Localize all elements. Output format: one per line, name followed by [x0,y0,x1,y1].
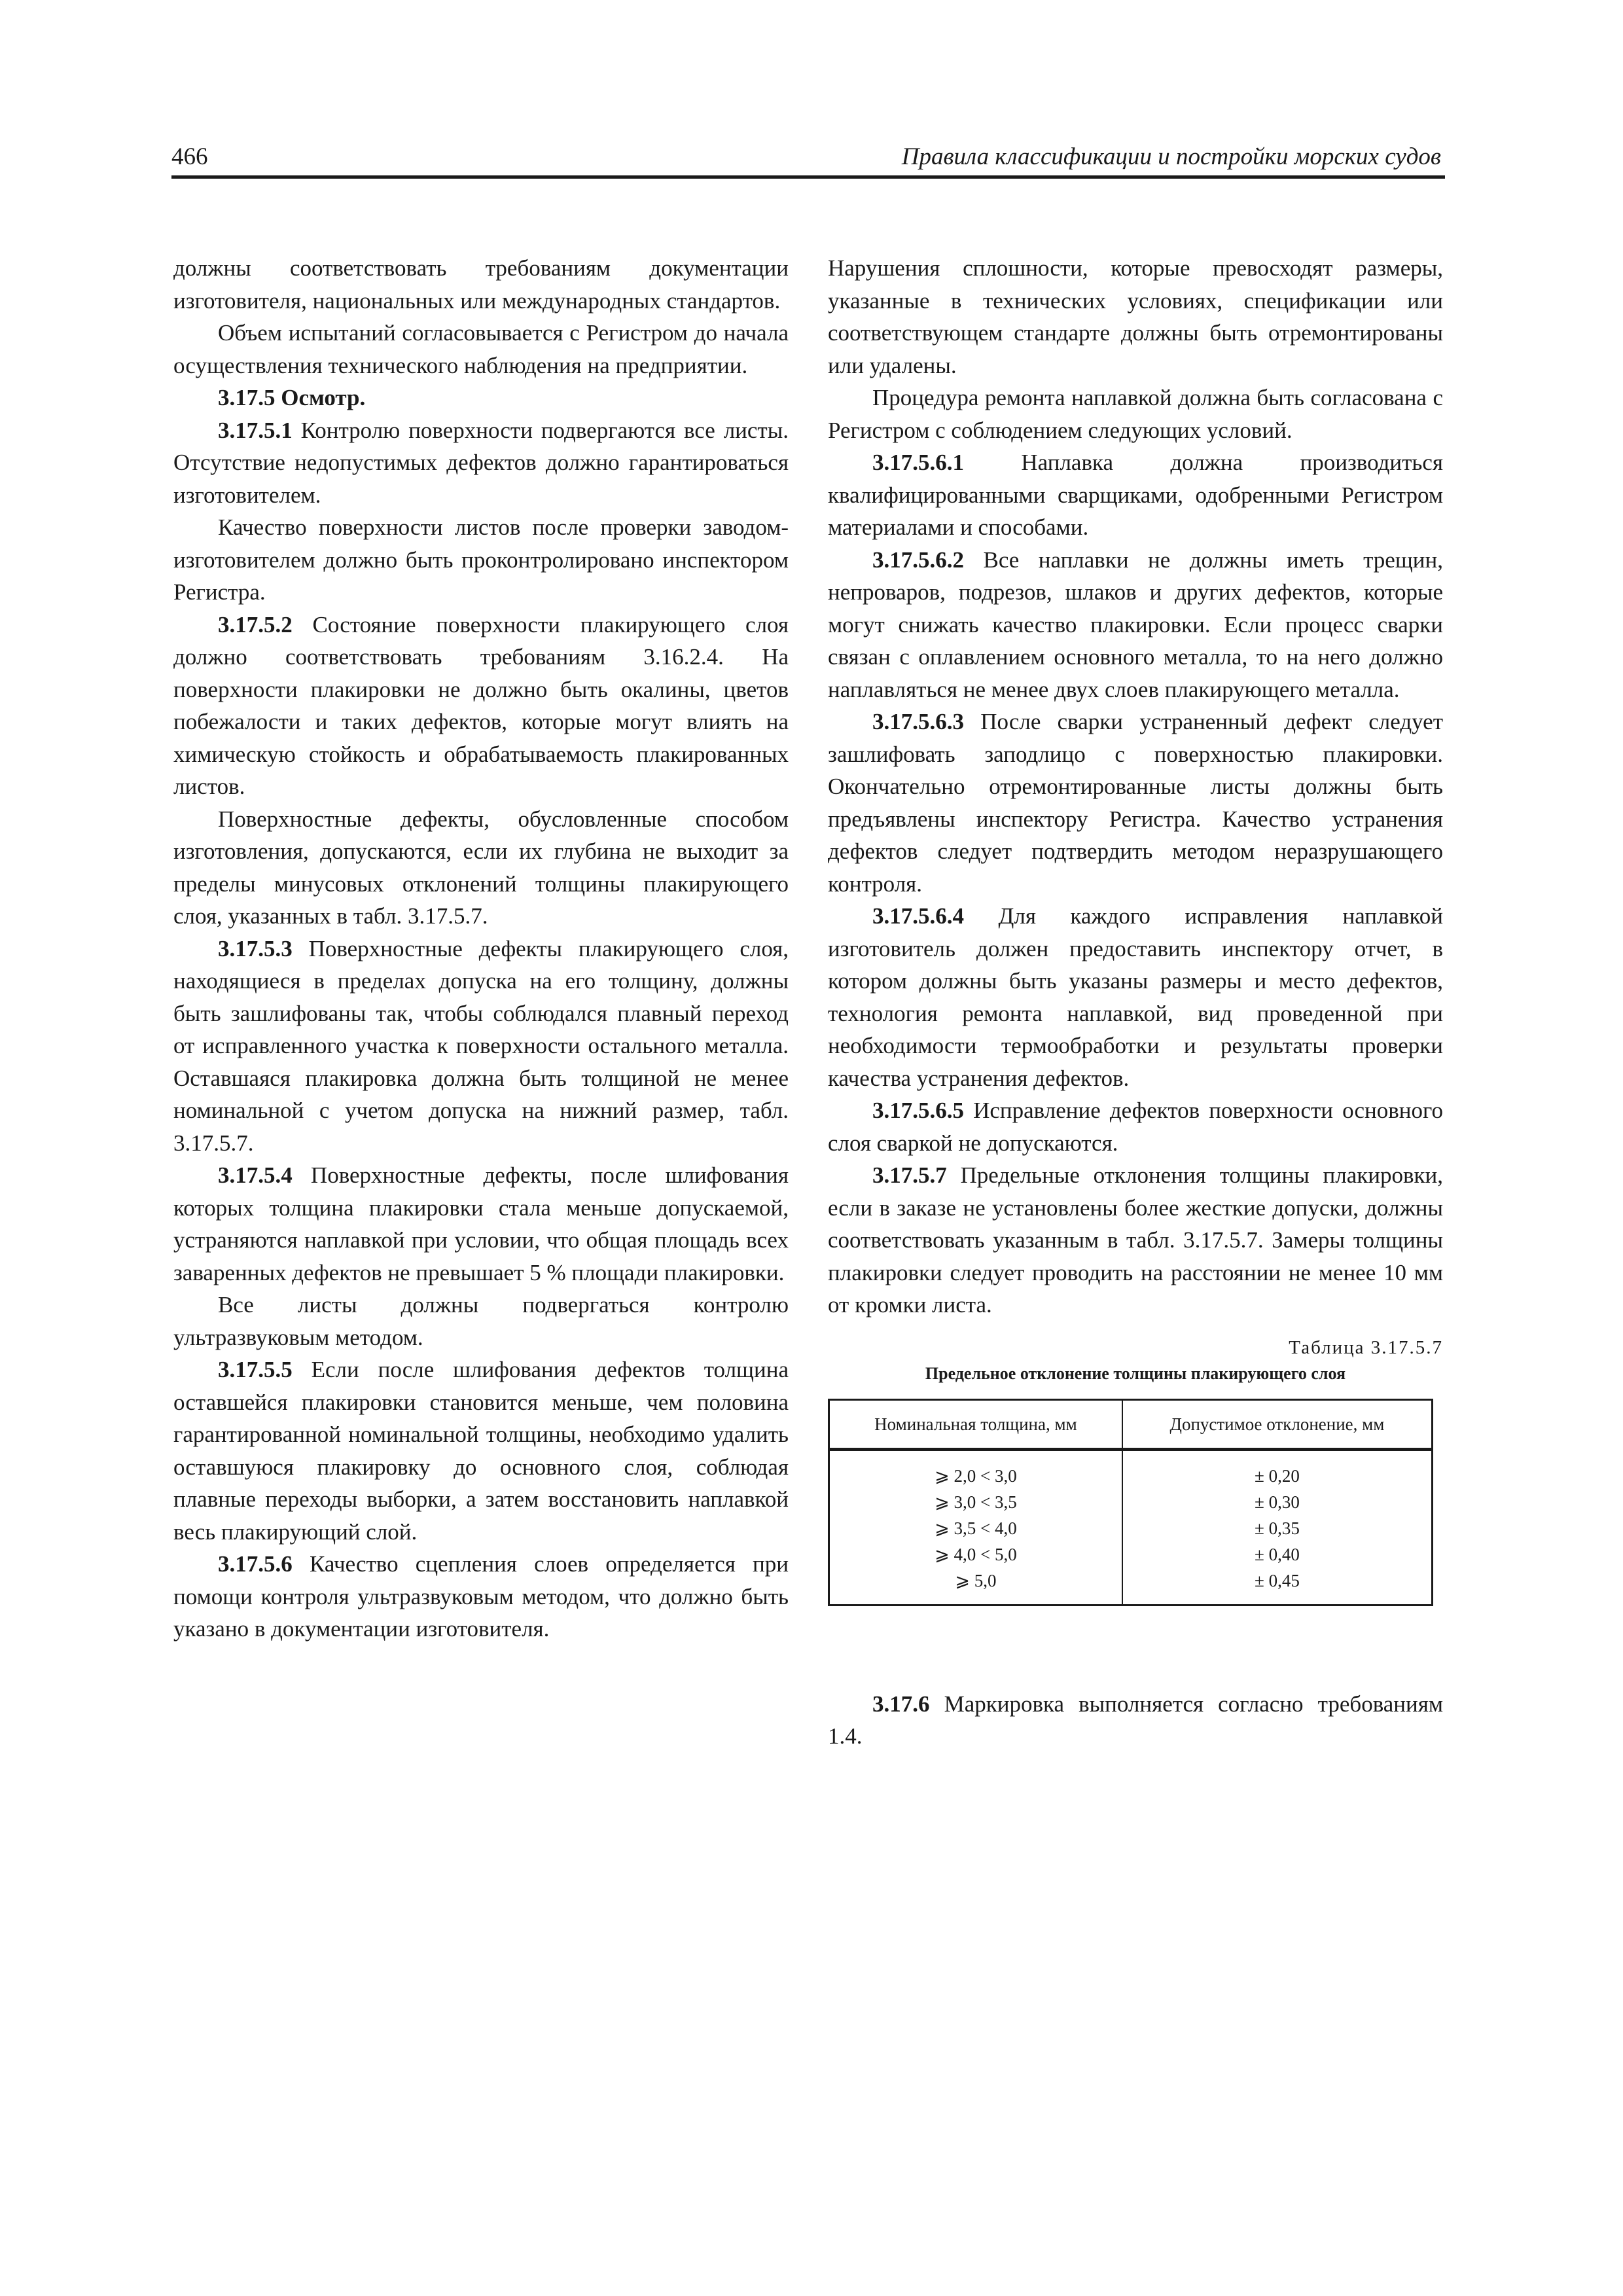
clause-text: Все наплавки не должны иметь трещин, непроваров, подрезов, шлаков и других дефектов, которые могут снижать качество плакировки. Если процесс сварки связан с оплавлением основного металла, то на него должно наплавляться не менее двух слоев плакирующего металла. [828,547,1444,702]
clause-number: 3.17.5.2 [218,611,293,637]
table-header-nominal: Номинальная толщина, мм [829,1399,1122,1449]
paragraph: Процедура ремонта наплавкой должна быть согласована с Регистром с соблюдением следующих условий. [828,385,1443,443]
clause-number: 3.17.5.6.1 [872,450,964,475]
table-title: Предельное отклонение толщины плакирующего слоя [925,1363,1346,1383]
clause-number: 3.17.5.1 [218,417,293,443]
paragraph [828,900,1443,1094]
paragraph [828,1094,1443,1159]
clause-text: Качество сцепления слоев определяется при помощи контроля ультразвуковым методом, что должно быть указано в документации изготовителя. [173,1551,789,1641]
table-caption: Таблица 3.17.5.7 [1289,1336,1443,1358]
tolerance-table [828,1399,1433,1606]
paragraph [173,1548,789,1645]
clause-number: 3.17.5.6.4 [872,903,964,929]
paragraph [173,609,789,803]
clause-number: 3.17.5.7 [872,1162,947,1188]
paragraph [828,706,1443,900]
paragraph [173,933,789,1160]
right-column [828,252,1443,1753]
paragraph [173,1159,789,1289]
clause-text: Наплавка должна производиться квалифицированными сварщиками, одобренными Регистром материалами и способами. [828,450,1443,540]
paragraph: Поверхностные дефекты, обусловленные способом изготовления, допускаются, если их глубина не выходит за пределы минусовых отклонений толщины плакирующего слоя, указанных в табл. 3.17.5.7. [173,806,789,929]
clause-text: Состояние поверхности плакирующего слоя должно соответствовать требованиям 3.16.2.4. На поверхности плакировки не должно быть окалины, цветов побежалости и таких дефектов, которые могут влиять на химическую стойкость и обрабатываемость плакированных листов. [173,611,789,799]
clause-text: Предельные отклонения толщины плакировки, если в заказе не установлены более жесткие допуски, должны соответствовать указанным в табл. 3.17.5.7. Замеры толщины плакировки следует проводить на расстоянии не менее 10 мм от кромки листа. [828,1162,1443,1318]
left-column [173,252,789,1645]
clause-number: 3.17.5.6 [218,1551,293,1577]
clause-text: Поверхностные дефекты плакирующего слоя, находящиеся в пределах допуска на его толщину, должны быть зашлифованы так, чтобы соблюдался плавный переход от исправленного участка к поверхности остального металла. Оставшаяся плакировка должна быть толщиной не менее номинальной с учетом допуска на нижний размер, табл. 3.17.5.7. [173,935,789,1156]
clause-number: 3.17.5.4 [218,1162,293,1188]
clause-text: Если после шлифования дефектов толщина оставшейся плакировки становится меньше, чем половина гарантированной номинальной толщины, необходимо удалить оставшуюся плакировку до основного слоя, соблюдая плавные переходы выборки, а затем восстановить наплавкой весь плакирующий слой. [173,1357,789,1545]
table-cell-tolerance: ± 0,20 ± 0,30 ± 0,35 ± 0,40 ± 0,45 [1122,1449,1433,1605]
paragraph [828,544,1443,706]
clause-text: Маркировка выполняется согласно требованиям 1.4. [828,1691,1444,1749]
paragraph [828,1688,1443,1753]
clause-number: 3.17.5.6.2 [872,547,964,573]
clause-text: После сварки устраненный дефект следует зашлифовать заподлицо с поверхностью плакировки. Окончательно отремонтированные листы должны быть предъявлены инспектору Регистра. Качество устранения дефектов следует подтвердить методом неразрушающего контроля. [828,709,1444,897]
clause-text: Исправление дефектов поверхности основного слоя сваркой не допускаются. [828,1098,1443,1156]
clause-number: 3.17.6 [872,1691,930,1717]
table-row [829,1449,1433,1605]
running-title: Правила классификации и постройки морских судов [901,143,1441,170]
clause-number: 3.17.5.6.3 [872,709,964,734]
page-number: 466 [171,143,208,170]
spacer [828,1606,1443,1688]
clause-number: 3.17.5.5 [218,1357,293,1382]
clause-number: 3.17.5.3 [218,935,293,961]
table-header-tolerance: Допустимое отклонение, мм [1122,1399,1433,1449]
clause-text: Для каждого исправления наплавкой изготовитель должен предоставить инспектору отчет, в котором должны быть указаны размеры и место дефектов, технология ремонта наплавкой, вид проведенной при необходимости термообработки и результаты проверки качества устранения дефектов. [828,903,1443,1091]
paragraph [828,446,1443,544]
paragraph: должны соответствовать требованиям документации изготовителя, национальных или международных стандартов. [173,255,789,314]
paragraph [173,414,789,512]
paragraph: Качество поверхности листов после проверки заводом-изготовителем должно быть проконтролировано инспектором Регистра. [173,514,789,605]
section-heading: 3.17.5 Осмотр. [218,385,366,410]
header-rule [171,175,1445,179]
paragraph: Объем испытаний согласовывается с Регистром до начала осуществления технического наблюдения на предприятии. [173,320,789,378]
table-cell-nominal: ⩾ 2,0 < 3,0 ⩾ 3,0 < 3,5 ⩾ 3,5 < 4,0 ⩾ 4,0 < 5,0 ⩾ 5,0 [829,1449,1122,1605]
paragraph: Все листы должны подвергаться контролю ультразвуковым методом. [173,1292,789,1350]
clause-text: Контролю поверхности подвергаются все листы. Отсутствие недопустимых дефектов должно гарантироваться изготовителем. [173,417,789,508]
paragraph [828,1159,1443,1321]
clause-text: Поверхностные дефекты, после шлифования которых толщина плакировки стала меньше допускаемой, устраняются наплавкой при условии, что общая площадь всех заваренных дефектов не превышает 5 % площади плакировки. [173,1162,789,1285]
clause-number: 3.17.5.6.5 [872,1098,964,1123]
paragraph [173,1354,789,1548]
paragraph: Нарушения сплошности, которые превосходят размеры, указанные в технических условиях, спецификации или соответствующем стандарте должны быть отремонтированы или удалены. [828,255,1443,378]
